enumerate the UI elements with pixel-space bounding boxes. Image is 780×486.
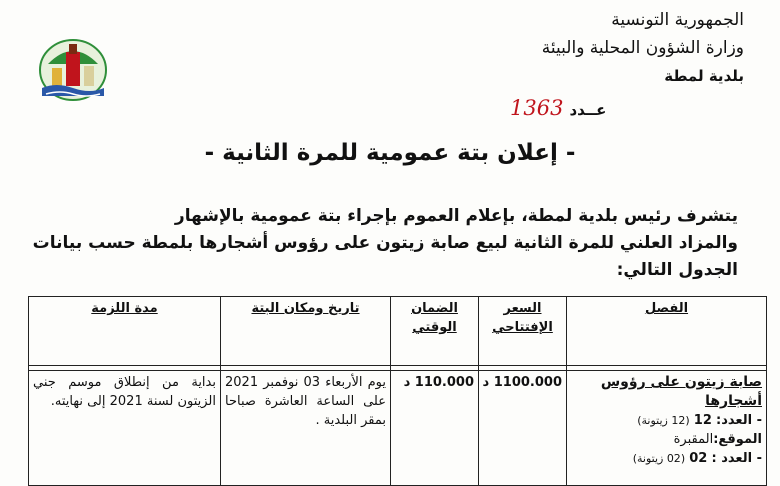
- auction-table: [28, 296, 767, 486]
- reference-value: 1363: [510, 96, 564, 120]
- reference-number: [510, 96, 606, 120]
- header-guarantee: الضمان الوقتي: [391, 297, 479, 366]
- count-2: [571, 449, 762, 468]
- header-season: الفصل: [567, 297, 767, 366]
- cell-season: [567, 371, 767, 486]
- location: [571, 430, 762, 449]
- document-header: [444, 6, 744, 90]
- header-date-place: تاريخ ومكان البتة: [221, 297, 391, 366]
- cell-price: 1100.000 د: [479, 371, 567, 486]
- cell-guarantee: 110.000 د: [391, 371, 479, 486]
- municipality-line: بلدية لمطة: [664, 67, 744, 85]
- cell-date-place: يوم الأربعاء 03 نوفمبر 2021 على الساعة العاشرة صباحا بمقر البلدية .: [221, 371, 391, 486]
- count-2-label: - العدد :: [711, 451, 762, 466]
- announcement-title: - إعلان بتة عمومية للمرة الثانية -: [204, 140, 576, 166]
- ministry-line: وزارة الشؤون المحلية والبيئة: [541, 38, 744, 58]
- location-label: الموقع:: [713, 432, 762, 447]
- count-2-value: 02: [689, 451, 708, 466]
- cell-duration: بداية من إنطلاق موسم جني الزيتون لسنة 2021 إلى نهايته.: [29, 371, 221, 486]
- header-price: السعر الإفتتاحي: [479, 297, 567, 366]
- location-value: المقبرة: [673, 432, 714, 447]
- count-2-note: (02 زيتونة): [632, 452, 686, 465]
- season-title: صابة زيتون على رؤوس أشجارها: [600, 374, 762, 409]
- republic-line: الجمهورية التونسية: [611, 10, 744, 30]
- intro-line-1: يتشرف رئيس بلدية لمطة، بإعلام العموم بإجراء بتة عمومية بالإشهار: [174, 206, 738, 226]
- count-1-value: 12: [693, 413, 712, 428]
- header-duration: مدة اللزمة: [29, 297, 221, 366]
- table-row: [29, 371, 767, 486]
- intro-line-3: الجدول التالي:: [616, 260, 738, 280]
- intro-paragraph: [18, 203, 738, 284]
- intro-line-2: والمزاد العلني للمرة الثانية لبيع صابة زيتون على رؤوس أشجارها بلمطة حسب بيانات: [32, 233, 738, 253]
- count-1-label: - العدد:: [716, 413, 762, 428]
- table-header-row: [29, 297, 767, 366]
- count-1-note: (12 زيتونة): [637, 414, 690, 427]
- reference-label: عــدد: [569, 101, 607, 119]
- count-1: [571, 411, 762, 430]
- municipality-logo-icon: [38, 30, 108, 102]
